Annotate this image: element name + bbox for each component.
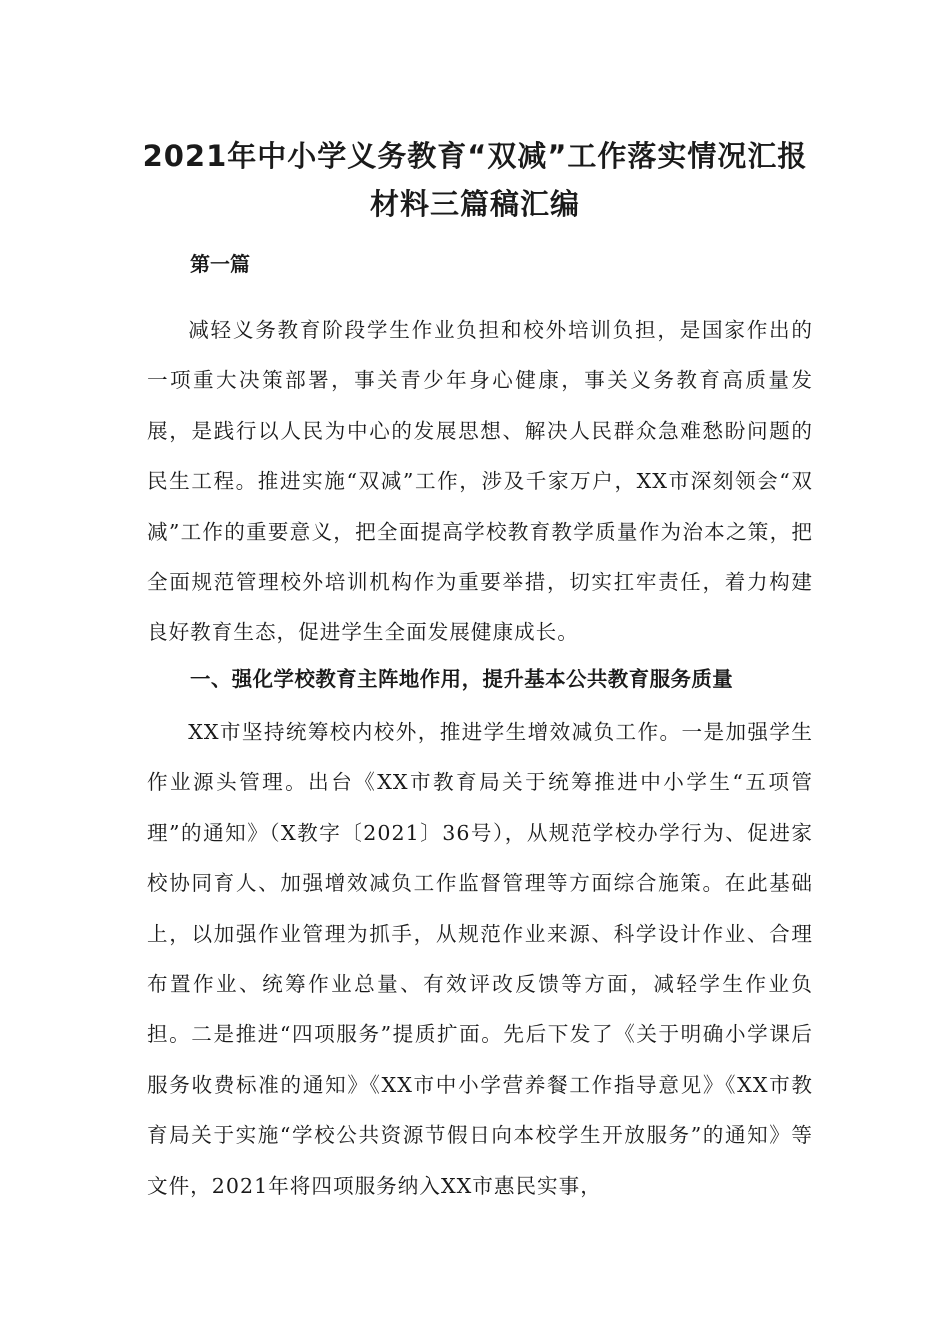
paragraph-body: XX市坚持统筹校内校外，推进学生增效减负工作。一是加强学生作业源头管理。出台《XX市教育局关于统筹推进中小学生“五项管理”的通知》（X教字〔2021〕36号），从规范学校办学行为、促进家校协同育人、加强增效减负工作监督管理等方面综合施策。在此基础上，以加强作业管理为抓手，从规范作业来源、科学设计作业、合理布置作业、统筹作业总量、有效评改反馈等方面，减轻学生作业负担。二是推进“四项服务”提质扩面。先后下发了《关于明确小学课后服务收费标准的通知》《XX市中小学营养餐工作指导意见》《XX市教育局关于实施“学校公共资源节假日向本校学生开放服务”的通知》等文件，2021年将四项服务纳入XX市惠民实事， [147, 720, 813, 1198]
document-title-line1: 2021年中小学义务教育“双减”工作落实情况汇报 [142, 139, 808, 173]
document-title-line2: 材料三篇稿汇编 [369, 187, 580, 221]
section-heading: 一、强化学校教育主阵地作用，提升基本公共教育服务质量 [190, 667, 734, 691]
paragraph-intro: 减轻义务教育阶段学生作业负担和校外培训负担，是国家作出的一项重大决策部署，事关青少年身心健康，事关义务教育高质量发展，是践行以人民为中心的发展思想、解决人民群众急难愁盼问题的民生工程。推进实施“双减”工作，涉及千家万户，XX市深刻领会“双减”工作的重要意义，把全面提高学校教育教学质量作为治本之策，把全面规范管理校外培训机构作为重要举措，切实扛牢责任，着力构建良好教育生态，促进学生全面发展健康成长。 [147, 318, 813, 645]
section-label: 第一篇 [190, 252, 250, 276]
